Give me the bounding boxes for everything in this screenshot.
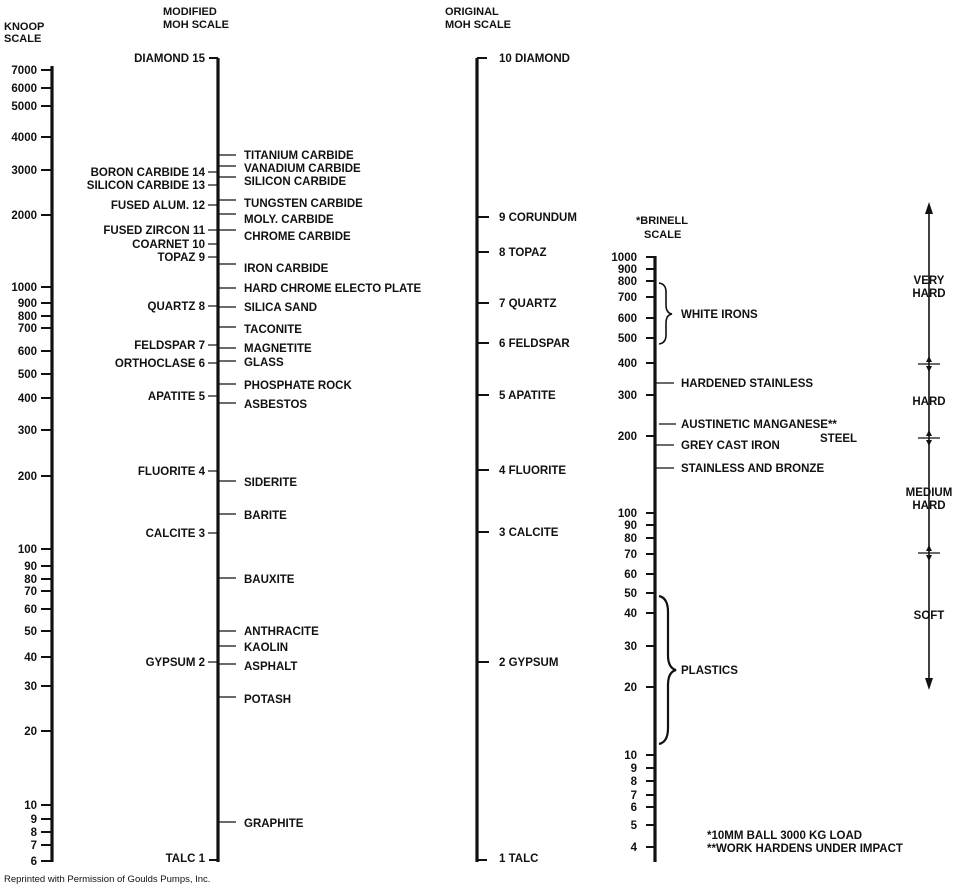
original-moh-tick-label: 9 CORUNDUM bbox=[499, 212, 577, 224]
modified-moh-right-label: CHROME CARBIDE bbox=[244, 231, 351, 243]
brinell-tick-label: 30 bbox=[624, 641, 637, 653]
original-moh-tick-label: 10 DIAMOND bbox=[499, 53, 570, 65]
knoop-header-line1: KNOOP bbox=[4, 21, 45, 33]
modified-moh-right-label: SILICON CARBIDE bbox=[244, 176, 347, 188]
brinell-tick-label: 70 bbox=[624, 549, 637, 561]
modified-moh-right-label: POTASH bbox=[244, 694, 292, 706]
knoop-tick-label: 9 bbox=[30, 814, 37, 826]
modified-moh-left-label: APATITE 5 bbox=[147, 391, 205, 403]
brinell-material-label: WHITE IRONS bbox=[681, 309, 758, 321]
brinell-tick-label: 7 bbox=[630, 790, 637, 802]
knoop-tick-label: 7000 bbox=[11, 65, 37, 77]
brinell-tick-label: 1000 bbox=[611, 252, 637, 264]
brinell-tick-label: 9 bbox=[630, 763, 637, 775]
original-moh-scale bbox=[477, 53, 577, 865]
knoop-tick-label: 3000 bbox=[11, 165, 37, 177]
modified-moh-right-label: TUNGSTEN CARBIDE bbox=[244, 198, 363, 210]
brinell-material-label: GREY CAST IRON bbox=[681, 440, 780, 452]
original-moh-tick-label: 5 APATITE bbox=[499, 390, 556, 402]
brinell-material-label: AUSTINETIC MANGANESE** bbox=[681, 419, 837, 431]
white-irons-brace bbox=[659, 283, 672, 344]
modified-moh-right-label: TITANIUM CARBIDE bbox=[244, 150, 354, 162]
arrow-up-icon bbox=[925, 202, 933, 214]
brinell-tick-label: 900 bbox=[617, 264, 637, 276]
brinell-tick-label: 700 bbox=[617, 292, 637, 304]
brinell-tick-label: 400 bbox=[617, 358, 637, 370]
plastics-brace bbox=[659, 596, 676, 744]
modified-moh-right-label: ANTHRACITE bbox=[244, 626, 319, 638]
modified-moh-right-label: GRAPHITE bbox=[244, 818, 304, 830]
brinell-material-label: HARDENED STAINLESS bbox=[681, 378, 814, 390]
arrow-down-icon bbox=[925, 678, 933, 690]
range-soft: SOFT bbox=[913, 610, 945, 622]
brinell-tick-label: 5 bbox=[630, 820, 637, 832]
brinell-tick-label: 6 bbox=[630, 802, 637, 814]
modified-moh-right-label: MAGNETITE bbox=[244, 343, 312, 355]
knoop-tick-label: 80 bbox=[24, 574, 37, 586]
brinell-tick-label: 60 bbox=[624, 569, 637, 581]
modified-moh-header-line2: MOH SCALE bbox=[163, 19, 229, 31]
brinell-tick-label: 40 bbox=[624, 608, 637, 620]
modified-moh-right-label: ASBESTOS bbox=[244, 399, 308, 411]
brinell-tick-label: 600 bbox=[617, 313, 637, 325]
knoop-scale bbox=[11, 65, 52, 868]
knoop-tick-label: 10 bbox=[24, 800, 37, 812]
brinell-tick-label: 50 bbox=[624, 588, 637, 600]
range-medium-hard-1: MEDIUM bbox=[905, 487, 953, 499]
brinell-tick-label: 500 bbox=[617, 333, 637, 345]
brinell-scale bbox=[611, 252, 857, 862]
brinell-header-line1: *BRINELL bbox=[636, 215, 688, 227]
brinell-tick-label: 800 bbox=[617, 276, 637, 288]
original-moh-header-line2: MOH SCALE bbox=[445, 19, 511, 31]
knoop-tick-label: 200 bbox=[17, 471, 37, 483]
knoop-tick-label: 50 bbox=[24, 626, 37, 638]
modified-moh-left-label: TALC 1 bbox=[165, 853, 205, 865]
knoop-tick-label: 6 bbox=[30, 856, 37, 868]
original-moh-tick-label: 3 CALCITE bbox=[499, 527, 559, 539]
modified-moh-right-label: VANADIUM CARBIDE bbox=[244, 163, 361, 175]
modified-moh-left-label: GYPSUM 2 bbox=[145, 657, 205, 669]
modified-moh-right-label: KAOLIN bbox=[244, 642, 289, 654]
knoop-tick-label: 1000 bbox=[11, 282, 37, 294]
knoop-header-line2: SCALE bbox=[4, 33, 42, 45]
range-medium-hard-2: HARD bbox=[912, 500, 946, 512]
knoop-tick-label: 700 bbox=[17, 323, 37, 335]
knoop-tick-label: 7 bbox=[30, 840, 37, 852]
knoop-tick-label: 5000 bbox=[11, 101, 37, 113]
knoop-tick-label: 800 bbox=[17, 311, 37, 323]
hardness-range-arrow bbox=[906, 202, 953, 690]
modified-moh-left-label: FUSED ALUM. 12 bbox=[110, 200, 205, 212]
knoop-tick-label: 20 bbox=[24, 726, 37, 738]
modified-moh-right-label: BAUXITE bbox=[244, 574, 295, 586]
note-work-hardens: **WORK HARDENS UNDER IMPACT bbox=[707, 843, 903, 855]
modified-moh-left-label: FELDSPAR 7 bbox=[134, 340, 205, 352]
modified-moh-left-label: COARNET 10 bbox=[132, 239, 205, 251]
modified-moh-left-label: DIAMOND 15 bbox=[134, 53, 205, 65]
modified-moh-header-line1: MODIFIED bbox=[163, 6, 217, 18]
original-moh-tick-label: 7 QUARTZ bbox=[499, 298, 557, 310]
original-moh-tick-label: 8 TOPAZ bbox=[499, 247, 547, 259]
range-hard: HARD bbox=[912, 396, 946, 408]
modified-moh-right-label: SIDERITE bbox=[244, 477, 298, 489]
brinell-header-line2: SCALE bbox=[644, 229, 682, 241]
modified-moh-right-label: TACONITE bbox=[244, 324, 302, 336]
modified-moh-right-label: BARITE bbox=[244, 510, 287, 522]
original-moh-tick-label: 4 FLUORITE bbox=[499, 465, 567, 477]
brinell-material-label: STEEL bbox=[820, 433, 858, 445]
modified-moh-left-label: TOPAZ 9 bbox=[157, 252, 205, 264]
brinell-tick-label: 200 bbox=[617, 431, 637, 443]
modified-moh-scale bbox=[87, 53, 422, 865]
brinell-material-label: PLASTICS bbox=[681, 665, 738, 677]
modified-moh-left-label: FLUORITE 4 bbox=[137, 466, 205, 478]
modified-moh-left-label: BORON CARBIDE 14 bbox=[90, 167, 205, 179]
knoop-tick-label: 2000 bbox=[11, 210, 37, 222]
brinell-tick-label: 90 bbox=[624, 520, 637, 532]
modified-moh-right-label: IRON CARBIDE bbox=[244, 263, 329, 275]
brinell-tick-label: 10 bbox=[624, 750, 637, 762]
original-moh-tick-label: 6 FELDSPAR bbox=[499, 338, 570, 350]
knoop-tick-label: 400 bbox=[17, 393, 37, 405]
original-moh-tick-label: 1 TALC bbox=[499, 853, 539, 865]
brinell-tick-label: 100 bbox=[617, 508, 637, 520]
modified-moh-right-label: MOLY. CARBIDE bbox=[244, 214, 334, 226]
range-very-hard-1: VERY bbox=[913, 275, 945, 287]
modified-moh-right-label: GLASS bbox=[244, 357, 284, 369]
knoop-tick-label: 300 bbox=[17, 425, 37, 437]
modified-moh-left-label: CALCITE 3 bbox=[145, 528, 205, 540]
modified-moh-left-label: QUARTZ 8 bbox=[147, 301, 205, 313]
knoop-tick-label: 900 bbox=[17, 298, 37, 310]
brinell-tick-label: 300 bbox=[617, 390, 637, 402]
knoop-tick-label: 90 bbox=[24, 561, 37, 573]
modified-moh-right-label: HARD CHROME ELECTO PLATE bbox=[244, 283, 422, 295]
credit-line: Reprinted with Permission of Goulds Pumps, Inc. bbox=[4, 874, 211, 885]
brinell-tick-label: 80 bbox=[624, 533, 637, 545]
modified-moh-right-label: ASPHALT bbox=[244, 661, 298, 673]
modified-moh-left-label: FUSED ZIRCON 11 bbox=[103, 225, 205, 237]
brinell-material-label: STAINLESS AND BRONZE bbox=[681, 463, 825, 475]
knoop-tick-label: 4000 bbox=[11, 132, 37, 144]
note-brinell-load: *10MM BALL 3000 KG LOAD bbox=[707, 830, 863, 842]
knoop-tick-label: 40 bbox=[24, 652, 37, 664]
knoop-tick-label: 30 bbox=[24, 681, 37, 693]
modified-moh-right-label: SILICA SAND bbox=[244, 302, 318, 314]
knoop-tick-label: 8 bbox=[30, 827, 37, 839]
knoop-tick-label: 500 bbox=[17, 369, 37, 381]
knoop-tick-label: 70 bbox=[24, 586, 37, 598]
knoop-tick-label: 6000 bbox=[11, 83, 37, 95]
original-moh-header-line1: ORIGINAL bbox=[445, 6, 499, 18]
brinell-tick-label: 8 bbox=[630, 776, 637, 788]
modified-moh-left-label: SILICON CARBIDE 13 bbox=[86, 180, 205, 192]
knoop-tick-label: 100 bbox=[17, 544, 37, 556]
brinell-tick-label: 20 bbox=[624, 682, 637, 694]
modified-moh-right-label: PHOSPHATE ROCK bbox=[244, 380, 352, 392]
range-very-hard-2: HARD bbox=[912, 288, 946, 300]
knoop-tick-label: 600 bbox=[17, 346, 37, 358]
original-moh-tick-label: 2 GYPSUM bbox=[499, 657, 559, 669]
brinell-tick-label: 4 bbox=[630, 842, 637, 854]
modified-moh-left-label: ORTHOCLASE 6 bbox=[114, 358, 205, 370]
knoop-tick-label: 60 bbox=[24, 604, 37, 616]
